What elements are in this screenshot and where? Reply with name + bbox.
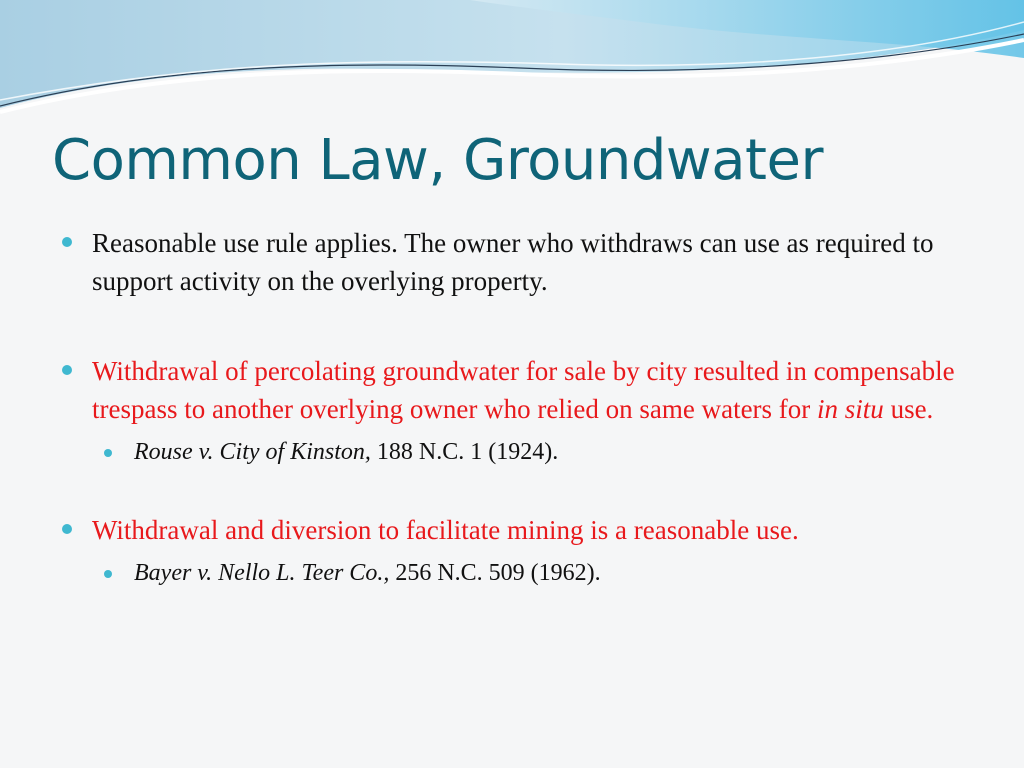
sub-bullet-item <box>104 556 962 590</box>
sub-bullet-dot-icon <box>104 449 112 457</box>
bullet-text: Withdrawal and diversion to facilitate mining is a reasonable use. <box>92 515 799 545</box>
sub-bullet-item <box>104 435 962 469</box>
bullet-text-italic: in situ <box>817 394 884 424</box>
bullet-item <box>62 352 962 428</box>
bullet-text-end: use. <box>883 394 934 424</box>
case-name: Bayer v. Nello L. Teer Co., <box>134 560 390 586</box>
bullet-item <box>62 511 962 549</box>
case-name: Rouse v. City of Kinston, <box>134 439 371 465</box>
sub-bullet-dot-icon <box>104 570 112 578</box>
bullet-dot-icon <box>62 524 72 534</box>
header-wave-decoration <box>0 0 1024 130</box>
bullet-dot-icon <box>62 237 72 247</box>
case-citation: 256 N.C. 509 (1962). <box>389 560 601 586</box>
case-citation: 188 N.C. 1 (1924). <box>370 439 559 465</box>
bullet-dot-icon <box>62 365 72 375</box>
bullet-item <box>62 224 962 300</box>
bullet-list <box>62 224 962 590</box>
bullet-text: Withdrawal of percolating groundwater for sale by city resulted in compensable trespass to another overlying owner who relied on same waters for <box>92 356 955 424</box>
slide-title: Common Law, Groundwater <box>52 128 823 193</box>
bullet-text: Reasonable use rule applies. The owner who withdraws can use as required to support activity on the overlying property. <box>92 228 934 296</box>
